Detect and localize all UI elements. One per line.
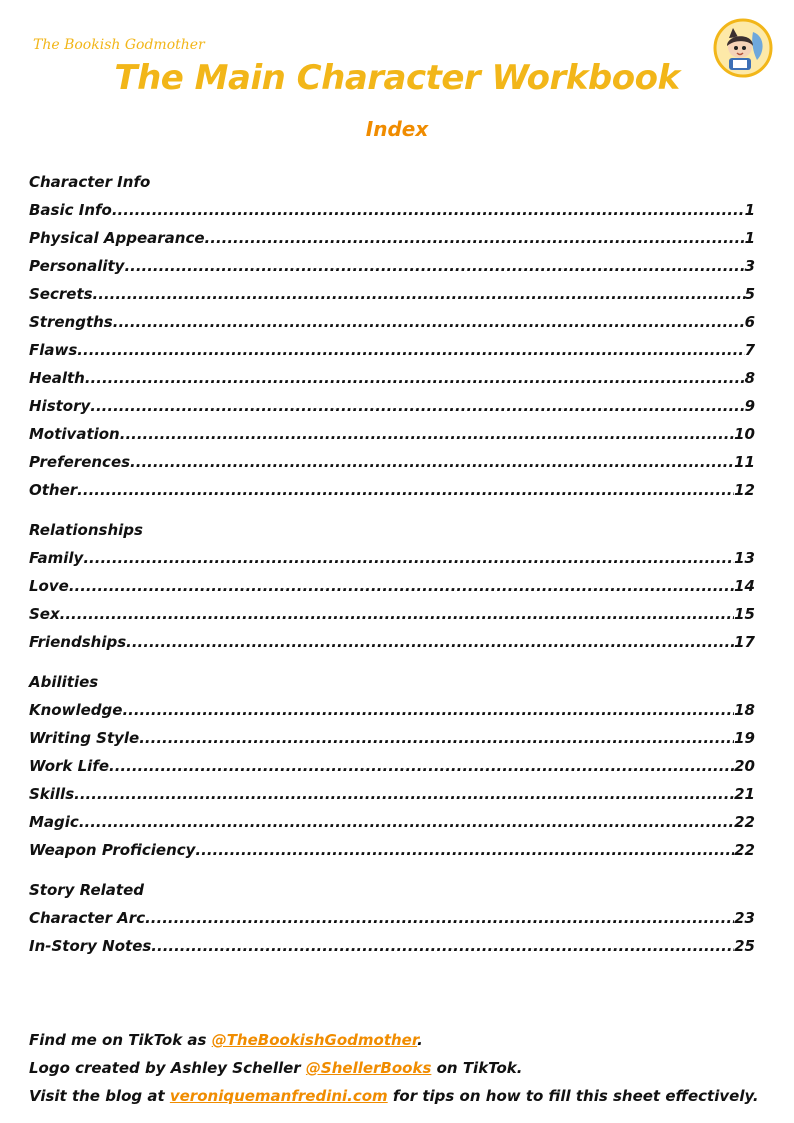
index-entry [29, 932, 755, 960]
dot-leader [113, 308, 745, 336]
entry-label: Friendships [29, 633, 127, 651]
index-entry [29, 392, 755, 420]
index-entry [29, 336, 755, 364]
entry-label: Writing Style [29, 729, 140, 747]
entry-label: Flaws [29, 341, 78, 359]
index-entry [29, 252, 755, 280]
entry-page-number: 1 [744, 201, 755, 219]
entry-label: Love [29, 577, 69, 595]
dot-leader [122, 696, 734, 724]
dot-leader [120, 420, 734, 448]
entry-label: Family [29, 549, 84, 567]
footer-tiktok-suffix: . [417, 1031, 423, 1049]
entry-page-number: 13 [734, 549, 755, 567]
dot-leader [112, 196, 745, 224]
entry-label: Character Arc [29, 909, 146, 927]
footer-tiktok-prefix: Find me on TikTok as [29, 1031, 212, 1049]
entry-page-number: 10 [734, 425, 755, 443]
index-entry [29, 600, 755, 628]
dot-leader [83, 544, 734, 572]
index-entry [29, 904, 755, 932]
dot-leader [79, 808, 734, 836]
entry-page-number: 25 [734, 937, 755, 955]
entry-page-number: 1 [744, 229, 755, 247]
dot-leader [130, 448, 734, 476]
page-subtitle: Index [365, 117, 429, 141]
dot-leader [74, 780, 734, 808]
dot-leader [126, 628, 734, 656]
dot-leader [77, 476, 734, 504]
dot-leader [90, 392, 744, 420]
entry-page-number: 22 [734, 813, 755, 831]
entry-label: Work Life [29, 757, 110, 775]
entry-label: History [29, 397, 91, 415]
dot-leader [145, 904, 734, 932]
entry-label: Skills [29, 785, 75, 803]
entry-page-number: 7 [744, 341, 755, 359]
brand-name: The Bookish Godmother [33, 37, 205, 53]
dot-leader [195, 836, 734, 864]
entry-page-number: 8 [744, 369, 755, 387]
index-list [29, 168, 755, 960]
footer-blog-line [29, 1082, 769, 1110]
entry-page-number: 9 [744, 397, 755, 415]
entry-label: Basic Info [29, 201, 112, 219]
dot-leader [77, 336, 744, 364]
entry-page-number: 11 [734, 453, 755, 471]
index-entry [29, 836, 755, 864]
section-gap [29, 864, 755, 876]
entry-page-number: 14 [734, 577, 755, 595]
index-entry [29, 572, 755, 600]
section-title: Abilities [29, 673, 99, 691]
dot-leader [124, 252, 744, 280]
index-entry [29, 780, 755, 808]
entry-label: Secrets [29, 285, 93, 303]
index-entry [29, 696, 755, 724]
section-title: Relationships [29, 521, 143, 539]
index-entry [29, 420, 755, 448]
entry-label: Sex [29, 605, 60, 623]
entry-page-number: 17 [734, 633, 755, 651]
entry-page-number: 12 [734, 481, 755, 499]
footer-logo-prefix: Logo created by Ashley Scheller [29, 1059, 306, 1077]
entry-label: Knowledge [29, 701, 123, 719]
section-gap [29, 656, 755, 668]
page-title: The Main Character Workbook [114, 58, 680, 98]
entry-page-number: 3 [744, 257, 755, 275]
entry-page-number: 5 [744, 285, 755, 303]
entry-page-number: 22 [734, 841, 755, 859]
entry-label: Physical Appearance [29, 229, 205, 247]
dot-leader [93, 280, 745, 308]
entry-label: Other [29, 481, 78, 499]
entry-page-number: 23 [734, 909, 755, 927]
dot-leader [85, 364, 745, 392]
index-entry [29, 448, 755, 476]
entry-label: Magic [29, 813, 79, 831]
dot-leader [60, 600, 734, 628]
entry-page-number: 6 [744, 313, 755, 331]
entry-label: Motivation [29, 425, 120, 443]
index-entry [29, 196, 755, 224]
entry-page-number: 18 [734, 701, 755, 719]
footer-blog-suffix: for tips on how to fill this sheet effectively. [387, 1087, 759, 1105]
section-gap [29, 504, 755, 516]
index-entry [29, 752, 755, 780]
entry-page-number: 20 [734, 757, 755, 775]
entry-label: Health [29, 369, 85, 387]
entry-page-number: 19 [734, 729, 755, 747]
index-entry [29, 364, 755, 392]
blog-link[interactable]: veroniquemanfredini.com [169, 1087, 388, 1105]
logo-artist-link[interactable]: @ShellerBooks [305, 1059, 432, 1077]
index-entry [29, 224, 755, 252]
index-entry [29, 808, 755, 836]
entry-page-number: 21 [734, 785, 755, 803]
index-entry [29, 280, 755, 308]
entry-page-number: 15 [734, 605, 755, 623]
index-entry [29, 628, 755, 656]
dot-leader [151, 932, 734, 960]
dot-leader [205, 224, 745, 252]
dot-leader [69, 572, 734, 600]
footer [29, 1026, 769, 1110]
footer-logo-suffix: on TikTok. [431, 1059, 523, 1077]
footer-logo-line [29, 1054, 769, 1082]
entry-label: Strengths [29, 313, 113, 331]
index-entry [29, 476, 755, 504]
tiktok-link[interactable]: @TheBookishGodmother [211, 1031, 418, 1049]
dot-leader [109, 752, 734, 780]
entry-label: Personality [29, 257, 125, 275]
dot-leader [139, 724, 734, 752]
footer-tiktok-line [29, 1026, 769, 1054]
index-entry [29, 544, 755, 572]
entry-label: In-Story Notes [29, 937, 152, 955]
section-title: Character Info [29, 173, 151, 191]
entry-label: Preferences [29, 453, 131, 471]
index-entry [29, 308, 755, 336]
section-title: Story Related [29, 881, 144, 899]
index-entry [29, 724, 755, 752]
footer-blog-prefix: Visit the blog at [29, 1087, 170, 1105]
entry-label: Weapon Proficiency [29, 841, 196, 859]
